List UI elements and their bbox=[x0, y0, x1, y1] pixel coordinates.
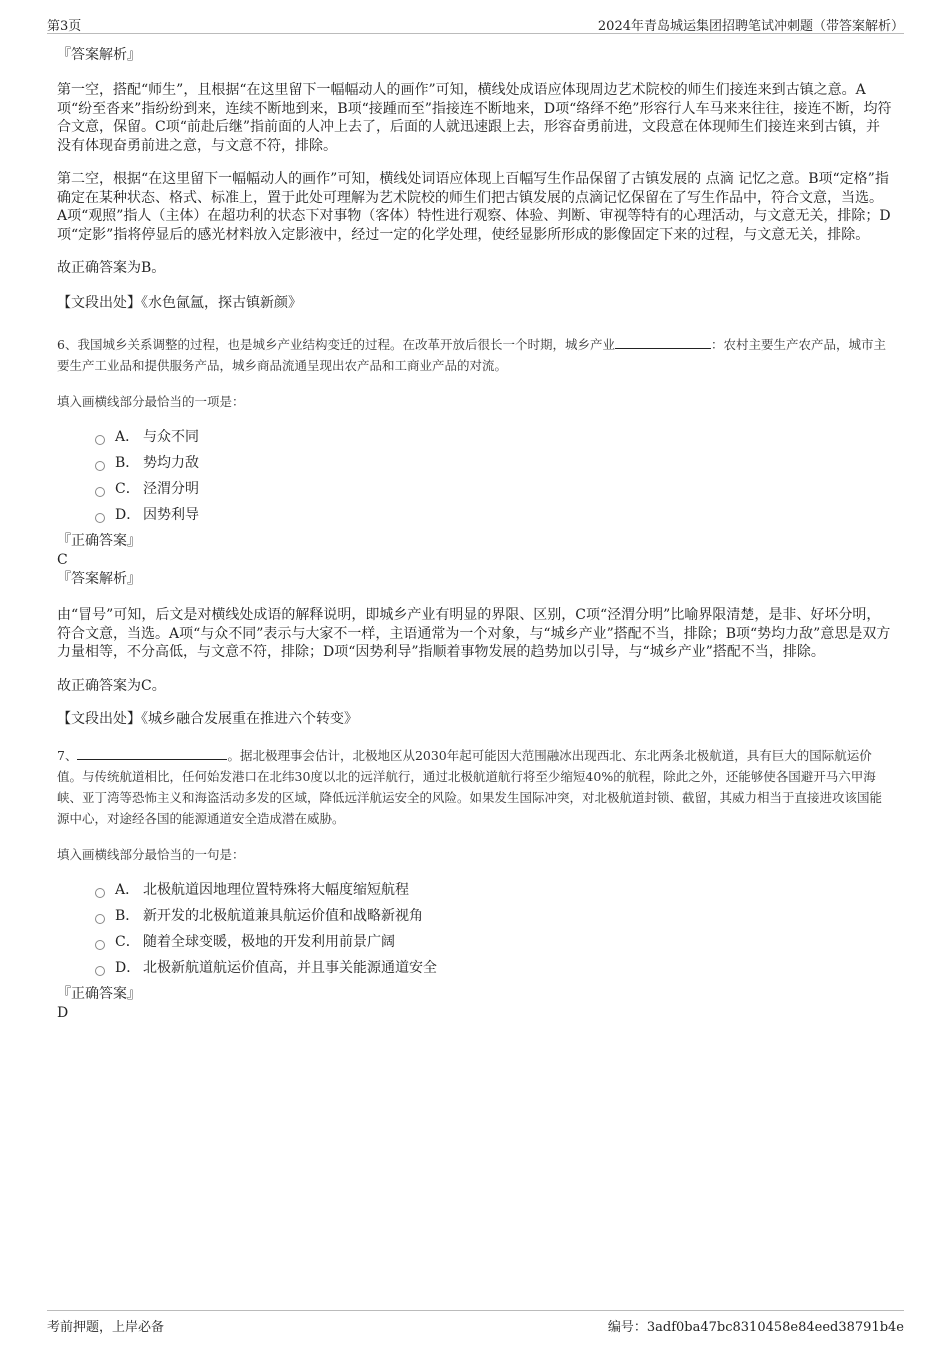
option-text: 泾渭分明 bbox=[143, 481, 199, 497]
q6-analysis: 由“冒号”可知，后文是对横线处成语的解释说明，即城乡产业有明显的界限、区别，C项“泾渭分明”比喻界限清楚，是非、好坏分明，符合文意，当选。A项“与众不同”表示与大家不一样，主语通常为一个对象，与“城乡产业”搭配不当，排除；B项“势均力敌”意思是双方力量相等，不分高低，与文意不符，排除；D项“因势利导”指顺着事物发展的趋势加以引导，与“城乡产业”搭配不当，排除。 bbox=[57, 607, 891, 660]
q6-option-c[interactable] bbox=[57, 476, 893, 502]
option-key: D． bbox=[115, 507, 141, 523]
option-key: D． bbox=[115, 959, 141, 976]
q6-conclusion: 故正确答案为C。 bbox=[57, 677, 166, 694]
q6-option-b[interactable] bbox=[57, 450, 893, 476]
radio-icon[interactable] bbox=[95, 888, 105, 898]
page-header bbox=[47, 13, 904, 34]
q6-stem-before: 6、我国城乡关系调整的过程，也是城乡产业结构变迁的过程。在改革开放后很长一个时期，城乡产业 bbox=[57, 337, 615, 352]
q7-correct-label: 『正确答案』 bbox=[57, 985, 141, 1002]
q6-answer: C bbox=[57, 552, 68, 568]
radio-icon[interactable] bbox=[95, 966, 105, 976]
option-text: 随着全球变暖，极地的开发利用前景广阔 bbox=[143, 933, 395, 950]
option-text: 与众不同 bbox=[143, 429, 199, 445]
document-id: 编号：3adf0ba47bc8310458e84eed38791b4e bbox=[607, 1320, 904, 1335]
radio-icon[interactable] bbox=[95, 513, 105, 523]
q6-source: 【文段出处】《城乡融合发展重在推进六个转变》 bbox=[57, 711, 358, 727]
option-text: 势均力敌 bbox=[143, 455, 199, 471]
q6-analysis-label: 『答案解析』 bbox=[57, 571, 141, 587]
option-key: B． bbox=[115, 455, 140, 471]
q7-prompt: 填入画横线部分最恰当的一句是： bbox=[57, 846, 245, 862]
q6-stem bbox=[57, 334, 893, 376]
q7-option-b[interactable] bbox=[57, 903, 893, 929]
q7-option-c[interactable] bbox=[57, 929, 893, 955]
radio-icon[interactable] bbox=[95, 914, 105, 924]
q6-option-a[interactable] bbox=[57, 424, 893, 450]
q5-conclusion: 故正确答案为B。 bbox=[57, 260, 166, 276]
q5-analysis-para2: 第二空，根据“在这里留下一幅幅动人的画作”可知，横线处词语应体现上百幅写生作品保留了古镇发展的 点滴 记忆之意。B项“定格”指确定在某种状态、格式、标准上，置于此处可理解为艺术院校的师生们把古镇发展的点滴记忆保留在了写生作品中，符合文意，当选。A项“观照”指人（主体）在超功利的状态下对事物（客体）特性进行观察、体验、判断、审视等特有的心理活动，与文意无关，排除；D项“定影”指将停显后的感光材料放入定影液中，经过一定的化学处理，使经显影所形成的影像固定下来的过程，与文意无关，排除。 bbox=[57, 171, 891, 243]
q5-analysis-para1: 第一空，搭配“师生”，且根据“在这里留下一幅幅动人的画作”可知，横线处成语应体现周边艺术院校的师生们接连来到古镇之意。A项“纷至沓来”指纷纷到来，连续不断地到来，B项“接踵而至”指接连不断地来，D项“络绎不绝”形容行人车马来来往往，接连不断，均符合文意，保留。C项“前赴后继”指前面的人冲上去了，后面的人就迅速跟上去，形容奋勇前进，文段意在体现师生们接连来到古镇，并没有体现奋勇前进之意，与文意不符，排除。 bbox=[57, 82, 892, 154]
q5-source: 【文段出处】《水色氤氲，探古镇新颜》 bbox=[57, 294, 302, 311]
option-key: A． bbox=[115, 429, 140, 445]
option-text: 新开发的北极航道兼具航运价值和战略新视角 bbox=[143, 907, 423, 924]
q6-option-d[interactable] bbox=[57, 502, 893, 528]
page-content bbox=[57, 46, 893, 1023]
option-text: 北极航道因地理位置特殊将大幅度缩短航程 bbox=[143, 881, 409, 898]
option-text: 因势利导 bbox=[143, 507, 199, 523]
page-number: 第3页 bbox=[47, 19, 82, 34]
radio-icon[interactable] bbox=[95, 461, 105, 471]
q7-options bbox=[57, 877, 893, 981]
q7-answer: D bbox=[57, 1004, 69, 1021]
q6-options bbox=[57, 424, 893, 528]
q5-analysis-label: 『答案解析』 bbox=[57, 47, 141, 63]
q6-blank bbox=[615, 336, 711, 349]
document-title: 2024年青岛城运集团招聘笔试冲刺题（带答案解析） bbox=[597, 19, 904, 34]
q6-correct-label: 『正确答案』 bbox=[57, 533, 141, 549]
footer-slogan: 考前押题，上岸必备 bbox=[47, 1320, 165, 1335]
page-footer bbox=[47, 1310, 904, 1341]
radio-icon[interactable] bbox=[95, 487, 105, 497]
radio-icon[interactable] bbox=[95, 435, 105, 445]
q7-blank bbox=[77, 747, 227, 760]
option-key: B． bbox=[115, 907, 140, 924]
q6-stem-after: ：农村主要生产农产品，城市主要生产工业品和提供服务产品，城乡商品流通呈现出农产品和工商业产品的对流。 bbox=[57, 337, 886, 373]
q7-option-d[interactable] bbox=[57, 955, 893, 981]
option-key: C． bbox=[115, 933, 140, 950]
q7-stem-text: 。据北极理事会估计，北极地区从2030年起可能因大范围融冰出现西北、东北两条北极航道，具有巨大的国际航运价值。与传统航道相比，任何始发港口在北纬30度以北的远洋航行，通过北极航道航行将至少缩短40%的航程，除此之外，还能够使各国避开马六甲海峡、亚丁湾等恐怖主义和海盗活动多发的区域，降低远洋航运安全的风险。如果发生国际冲突，对北极航道封锁、截留，其威力相当于直接进攻该国能源中心，对途经各国的能源通道安全造成潜在威胁。 bbox=[57, 747, 883, 826]
q7-number: 7、 bbox=[57, 747, 78, 763]
option-key: A． bbox=[115, 881, 140, 898]
q6-prompt: 填入画横线部分最恰当的一项是： bbox=[57, 394, 245, 409]
radio-icon[interactable] bbox=[95, 940, 105, 950]
option-key: C． bbox=[115, 481, 140, 497]
q7-stem bbox=[57, 745, 893, 829]
q7-option-a[interactable] bbox=[57, 877, 893, 903]
option-text: 北极新航道航运价值高，并且事关能源通道安全 bbox=[143, 959, 437, 976]
